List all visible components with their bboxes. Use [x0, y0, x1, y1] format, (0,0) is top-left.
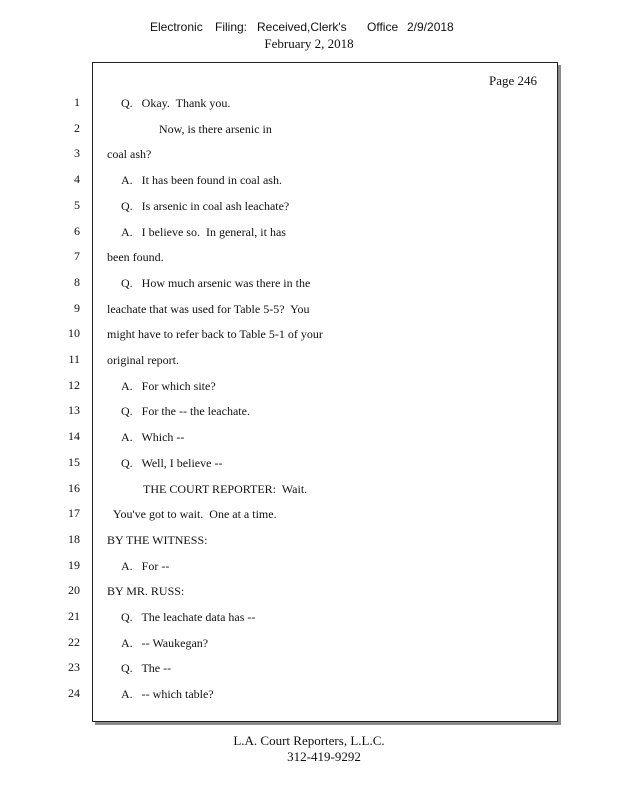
transcript-line: BY MR. RUSS: — [107, 584, 185, 599]
line-number: 15 — [68, 454, 80, 469]
line-number: 17 — [68, 506, 80, 521]
line-number: 19 — [68, 557, 80, 572]
filing-date-stamp: 2/9/2018 — [407, 20, 454, 34]
line-number: 24 — [68, 686, 80, 701]
line-number: 13 — [68, 403, 80, 418]
line-number: 8 — [74, 274, 80, 289]
transcript-line: Q. How much arsenic was there in the — [121, 275, 311, 290]
filing-word-filing: Filing: — [215, 20, 248, 34]
reporter-company: L.A. Court Reporters, L.L.C. — [233, 733, 385, 748]
transcript-line: Now, is there arsenic in — [159, 121, 272, 136]
line-number: 21 — [68, 609, 80, 623]
transcript-line: BY THE WITNESS: — [107, 532, 208, 547]
document-date: February 2, 2018 — [264, 36, 354, 51]
transcript-line: Q. For the -- the leachate. — [121, 404, 250, 419]
transcript-line: been found. — [107, 250, 164, 265]
transcript-line: A. Which -- — [121, 430, 185, 445]
transcript-line: You've got to wait. One at a time. — [113, 507, 277, 522]
transcript-line: A. It has been found in coal ash. — [121, 173, 282, 188]
line-number: 20 — [68, 583, 80, 598]
line-number: 23 — [68, 660, 80, 675]
transcript-line: A. -- Waukegan? — [121, 635, 209, 650]
line-number: 9 — [74, 300, 80, 315]
line-number: 7 — [74, 249, 80, 264]
transcript-line: Q. The leachate data has -- — [121, 610, 256, 624]
line-number: 14 — [68, 429, 80, 444]
transcript-line: A. For which site? — [121, 378, 216, 393]
transcript-line: A. -- which table? — [121, 687, 214, 702]
line-number: 2 — [74, 120, 80, 135]
transcript-line: Q. Okay. Thank you. — [121, 96, 231, 110]
line-number: 5 — [74, 197, 80, 212]
filing-word-office: Office — [367, 20, 399, 34]
transcript-line: THE COURT REPORTER: Wait. — [143, 481, 308, 496]
page-number: Page 246 — [488, 73, 537, 88]
line-number: 4 — [74, 172, 80, 187]
transcript-line: A. I believe so. In general, it has — [121, 224, 286, 239]
transcript-line: original report. — [107, 353, 179, 367]
line-number: 10 — [68, 326, 80, 341]
transcript-line: A. For -- — [121, 558, 170, 573]
reporter-phone: 312-419-9292 — [287, 749, 361, 764]
filing-header — [0, 0, 618, 60]
transcript-line: coal ash? — [107, 147, 152, 162]
line-number: 22 — [68, 634, 80, 649]
line-number: 18 — [68, 531, 80, 546]
filing-word-electronic: Electronic — [150, 20, 203, 34]
transcript-line: Q. Is arsenic in coal ash leachate? — [121, 198, 290, 213]
line-number: 16 — [68, 480, 80, 495]
line-number: 6 — [74, 223, 80, 238]
transcript-line: Q. Well, I believe -- — [121, 455, 223, 470]
line-number: 11 — [68, 352, 80, 366]
transcript-line: Q. The -- — [121, 661, 172, 676]
page-footer — [0, 733, 618, 765]
transcript-line: leachate that was used for Table 5-5? You — [107, 301, 310, 316]
transcript-page — [92, 62, 558, 722]
line-number: 1 — [74, 95, 80, 109]
line-number: 3 — [74, 146, 80, 161]
transcript-line: might have to refer back to Table 5-1 of your — [107, 327, 323, 342]
filing-word-received: Received,Clerk's — [257, 20, 347, 34]
line-number: 12 — [68, 377, 80, 392]
